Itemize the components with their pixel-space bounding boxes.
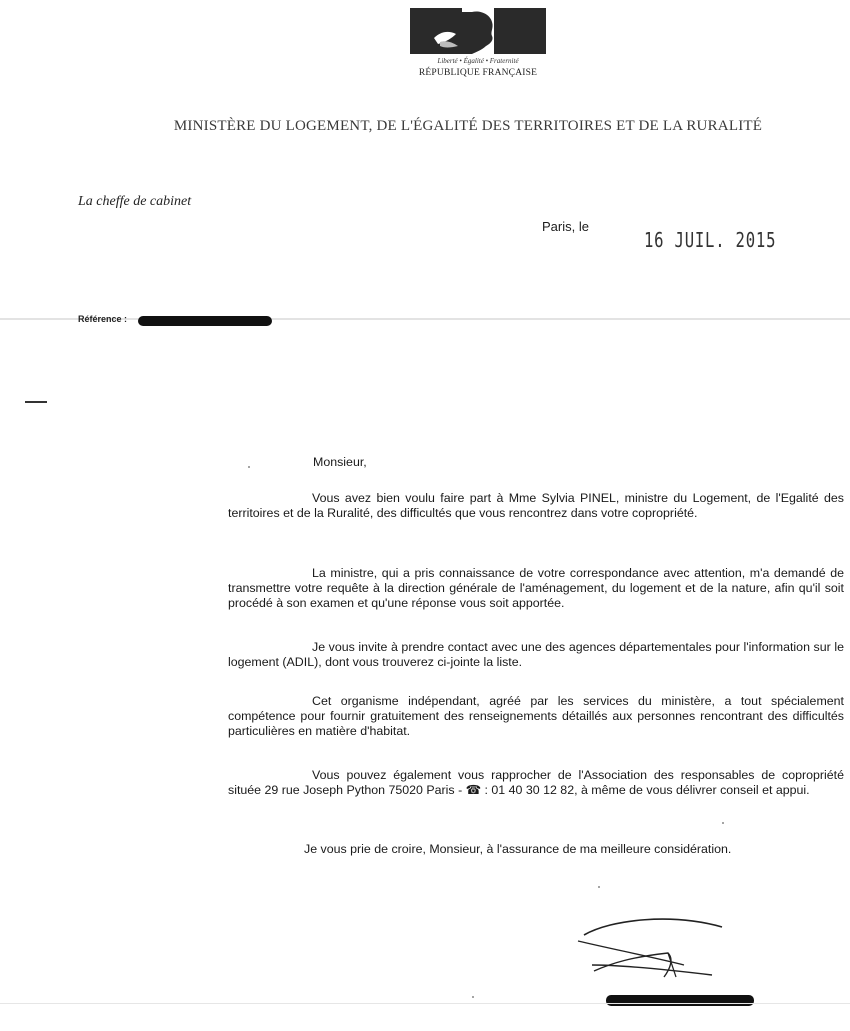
marianne-logo: [410, 8, 546, 88]
scan-bottom-edge: [0, 1003, 850, 1004]
place-label: Paris, le: [542, 219, 589, 234]
paragraph-1: Vous avez bien voulu faire part à Mme Sylvia PINEL, ministre du Logement, de l'Egalité des territoires et de la Ruralité, des difficultés que vous rencontrez dans votre copropriété.: [228, 491, 844, 521]
scan-speck: [722, 822, 724, 824]
signature: [572, 905, 732, 985]
closing-formula: Je vous prie de croire, Monsieur, à l'assurance de ma meilleure considération.: [304, 842, 732, 856]
signatory-redaction: [606, 995, 754, 1006]
sender-title: La cheffe de cabinet: [78, 194, 192, 209]
scan-speck: [598, 886, 600, 888]
scan-speck: [248, 466, 250, 468]
paragraph-2: La ministre, qui a pris connaissance de votre correspondance avec attention, m'a demandé de transmettre votre requête à la direction générale de l'aménagement, du logement et de la nature, afin qu'il soit procédé à son examen et qu'une réponse vous soit apportée.: [228, 566, 844, 611]
paragraph-4: Cet organisme indépendant, agréé par les services du ministère, a tout spécialement compétence pour fournir gratuitement des renseignements détaillés aux personnes rencontrant des difficultés particulières en matière d'habitat.: [228, 694, 844, 739]
reference-label: Référence :: [78, 314, 128, 324]
motto: Liberté • Égalité • Fraternité: [437, 57, 519, 65]
date-stamp: 16 JUIL. 2015: [644, 228, 777, 252]
salutation: Monsieur,: [313, 455, 367, 469]
paragraph-5: Vous pouvez également vous rapprocher de l'Association des responsables de copropriété située 29 rue Joseph Python 75020 Paris - ☎ : 01 40 30 12 82, à même de vous délivrer conseil et appui.: [228, 768, 844, 798]
reference-redaction: [138, 316, 272, 326]
scan-speck: [472, 996, 474, 998]
ministry-header: MINISTÈRE DU LOGEMENT, DE L'ÉGALITÉ DES TERRITOIRES ET DE LA RURALITÉ: [173, 118, 763, 134]
scan-divider: [0, 318, 850, 320]
republique-francaise: RÉPUBLIQUE FRANÇAISE: [418, 68, 538, 78]
paragraph-3: Je vous invite à prendre contact avec une des agences départementales pour l'information sur le logement (ADIL), dont vous trouverez ci-jointe la liste.: [228, 640, 844, 670]
marianne-profile-icon: [410, 8, 546, 54]
fold-mark: [25, 401, 47, 403]
